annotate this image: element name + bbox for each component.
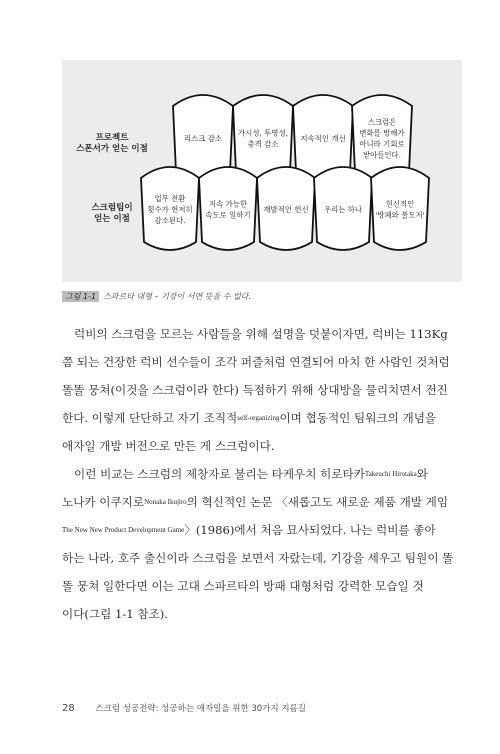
bottom-shield bbox=[314, 167, 372, 250]
shield-label: 헌신적인 bbox=[385, 199, 415, 209]
page-number: 28 bbox=[62, 703, 75, 714]
shield-label: 지속적인 개선 bbox=[300, 134, 346, 143]
text-line: 이다(그림 1-1 참조). bbox=[62, 607, 168, 621]
bottom-shield bbox=[371, 167, 429, 250]
text-line: 럭비의 스크럼을 모르는 사람들을 위해 설명을 덧붙이자면, 럭비는 113Kg bbox=[74, 327, 448, 341]
shield-label: '방패와 불도저' bbox=[375, 210, 425, 220]
text-line: 한다. 이렇게 단단하고 자기 조직적self-organizing이며 협동적인 팀워크의 개념을 bbox=[62, 411, 437, 425]
caption-tag: 그림 1-1 bbox=[62, 291, 99, 302]
page-footer bbox=[62, 702, 462, 714]
shield-label: 업무 전환 bbox=[154, 194, 186, 203]
shield-label: 재발적인 헌신 bbox=[263, 205, 309, 214]
gloss: Takeuchi Hirotaka bbox=[364, 470, 417, 478]
shield-label: 받아들인다. bbox=[362, 150, 402, 160]
row-label-sponsor: 프로젝트 스폰서가 얻는 이점 bbox=[76, 133, 148, 154]
text-line: 이런 비교는 스크럼의 제창자로 불리는 타케우치 히로타카Takeuchi Hirotaka와 bbox=[74, 467, 428, 481]
figure-panel bbox=[62, 60, 462, 282]
gloss: The New New Product Development Game bbox=[62, 526, 185, 534]
text-line: 똘똘 뭉쳐(이것을 스크럼이라 한다) 득점하기 위해 상대방을 물리치면서 전진 bbox=[62, 383, 448, 397]
text-line: 쯤 되는 건장한 럭비 선수들이 조각 퍼즐처럼 연결되어 마치 한 사람인 것처럼 bbox=[62, 355, 450, 369]
shield-label: 변화를 방해가 bbox=[359, 128, 405, 138]
caption-text: 스파르타 대형 – 기강이 서면 뜻을 수 없다. bbox=[103, 292, 252, 301]
figure-caption bbox=[62, 291, 462, 302]
shield-label: 속도로 일하기 bbox=[205, 210, 251, 220]
text-line: 똘 뭉쳐 일한다면 이는 고대 스파르타의 방패 대형처럼 강력한 모습일 것 bbox=[62, 579, 424, 593]
shield-label: 충격 감소 bbox=[247, 139, 279, 149]
book-title: 스크럼 성공전략: 성공하는 애자일을 위한 30가지 지름길 bbox=[95, 704, 306, 714]
gloss: self-organizing bbox=[237, 414, 280, 422]
bottom-shield bbox=[257, 167, 315, 250]
shield-label: 리스크 감소 bbox=[183, 134, 223, 143]
text-line: The New New Product Development Game〉(1986)에서 처음 묘사되었다. 나는 럭비를 좋아 bbox=[62, 523, 436, 537]
shield-label: 횟수가 현저히 bbox=[147, 205, 193, 214]
gloss: Nonaka Ikujiro bbox=[144, 498, 187, 506]
paragraph-2 bbox=[62, 460, 462, 628]
shield-label: 감소된다. bbox=[154, 216, 186, 225]
bottom-shield bbox=[199, 167, 257, 250]
shield-label: 아니라 기회로 bbox=[359, 139, 405, 149]
text-line: 애자일 개발 버전으로 만든 게 스크럼이다. bbox=[62, 439, 275, 453]
paragraph-1 bbox=[62, 320, 462, 460]
shield-formation-diagram bbox=[62, 60, 462, 282]
shield-label: 가시성, 투명성, bbox=[238, 128, 288, 138]
shield-label: 스크럼은 bbox=[367, 117, 397, 127]
text-line: 노나카 이쿠지로Nonaka Ikujiro의 혁신적인 논문 〈새롭고도 새로운 제품 개발 게임 bbox=[62, 495, 449, 509]
shield-label: 우리는 하나 bbox=[323, 205, 363, 214]
shield-label: 지속 가능한 bbox=[208, 199, 248, 209]
text-line: 하는 나라, 호주 출신이라 스크럼을 보면서 자랐는데, 기강을 세우고 팀원이 똘 bbox=[62, 551, 454, 565]
row-label-team: 스크럼팀이 얻는 이점 bbox=[91, 203, 133, 224]
